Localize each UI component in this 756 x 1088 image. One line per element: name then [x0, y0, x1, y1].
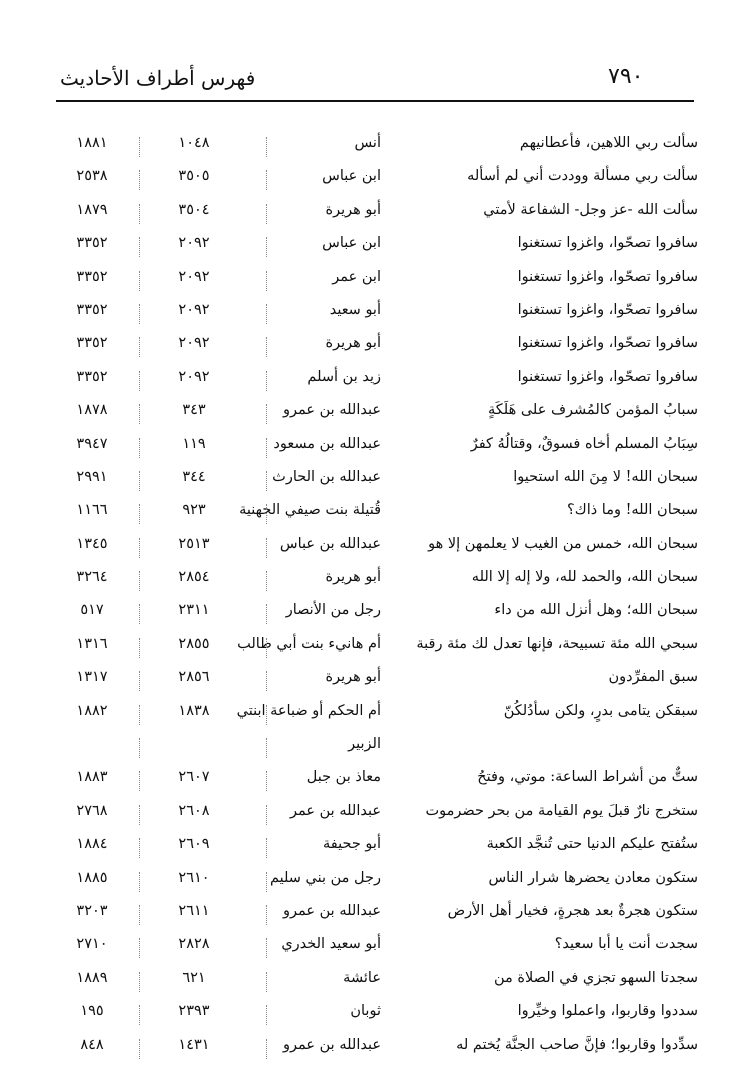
hadith-text: سدِّدوا وقاربوا؛ فإنَّ صاحب الجنَّة يُختم له: [456, 1036, 698, 1053]
narrator-name: أبو سعيد الخدري: [281, 936, 381, 953]
hadith-text: سبق المفرِّدون: [608, 669, 698, 686]
index-row: [0, 498, 756, 531]
index-row: [0, 832, 756, 865]
hadith-number: ٦٢١: [182, 969, 206, 986]
page-reference: ٣٩٤٧: [76, 435, 108, 452]
narrator-name: أبو هريرة: [325, 335, 381, 352]
page-reference: ١٣١٧: [76, 669, 108, 686]
index-row: [0, 465, 756, 498]
hadith-text: ستُفتح عليكم الدنيا حتى تُنجَّد الكعبة: [486, 836, 698, 853]
index-row: [0, 632, 756, 665]
hadith-number: ٩٢٣: [182, 502, 206, 519]
column-separator: [139, 738, 140, 758]
narrator-name: قُتيلة بنت صيفي الجهنية: [239, 502, 381, 519]
index-row: [0, 732, 756, 765]
hadith-number: ٣٤٣: [182, 402, 206, 419]
column-separator: [266, 705, 267, 725]
hadith-number: ٣٥٠٥: [178, 168, 210, 185]
hadith-number: ٢٨٥٦: [178, 669, 210, 686]
hadith-text: ستكون معادن يحضرها شرار الناس: [488, 869, 698, 886]
column-separator: [139, 638, 140, 658]
index-row: [0, 665, 756, 698]
hadith-text: سبحان الله، خمس من الغيب لا يعلمهن إلا هو: [428, 535, 698, 552]
page-reference: ١٨٨١: [76, 135, 108, 151]
narrator-name: أبو سعيد: [329, 301, 381, 318]
page-reference: ٢٧٦٨: [76, 802, 108, 819]
page-number: ٧٩٠: [608, 64, 644, 89]
index-row: [0, 799, 756, 832]
column-separator: [139, 271, 140, 291]
narrator-name: عائشة: [343, 969, 381, 986]
narrator-name: عبدالله بن عباس: [279, 535, 381, 552]
page-reference: ٨٤٨: [80, 1036, 104, 1053]
narrator-name: ثوبان: [350, 1003, 381, 1020]
column-separator: [139, 872, 140, 892]
column-separator: [266, 204, 267, 224]
narrator-name: رجل من بني سليم: [269, 869, 381, 886]
column-separator: [139, 371, 140, 391]
page-reference: ١٩٥: [80, 1003, 104, 1020]
index-row: [0, 565, 756, 598]
page-reference: ٣٣٥٢: [76, 335, 108, 352]
hadith-text: سألت ربي مسألة ووددت أني لم أسأله: [467, 168, 698, 185]
page-reference: ٣٢٠٣: [76, 902, 108, 919]
hadith-text: سِبَابُ المسلم أخاه فسوقٌ، وقتالُهُ كفرٌ: [470, 435, 698, 452]
narrator-name: عبدالله بن عمرو: [283, 1036, 381, 1053]
narrator-name: ابن عباس: [322, 168, 381, 185]
hadith-text: سبحان الله؛ وهل أنزل الله من داء: [494, 602, 698, 619]
column-separator: [139, 705, 140, 725]
column-separator: [266, 905, 267, 925]
column-separator: [139, 337, 140, 357]
hadith-text: سافروا تصحّوا، واغزوا تستغنوا: [517, 235, 698, 252]
narrator-name: أم الحكم أو ضباعة ابنتي: [236, 702, 381, 719]
column-separator: [139, 438, 140, 458]
hadith-number: ٢٣١١: [178, 602, 210, 619]
index-row: [0, 398, 756, 431]
index-row: [0, 298, 756, 331]
column-separator: [266, 337, 267, 357]
hadith-number: ٢٨٥٥: [178, 635, 210, 652]
column-separator: [139, 905, 140, 925]
index-row: [0, 699, 756, 732]
column-separator: [266, 538, 267, 558]
narrator-name: عبدالله بن عمر: [290, 802, 381, 819]
column-separator: [266, 805, 267, 825]
page-reference: ١١٦٦: [76, 502, 108, 519]
narrator-name: عبدالله بن عمرو: [283, 402, 381, 419]
column-separator: [266, 371, 267, 391]
hadith-number: ٣٤٤: [182, 468, 206, 485]
column-separator: [139, 671, 140, 691]
hadith-text: ستخرج نارٌ قبلَ يوم القيامة من بحر حضرموت: [425, 802, 698, 819]
hadith-number: ٢٥١٣: [178, 535, 210, 552]
column-separator: [266, 872, 267, 892]
page-reference: ٢٩٩١: [76, 468, 108, 485]
column-separator: [266, 638, 267, 658]
hadith-text: سألت ربي اللاهين، فأعطانيهم: [519, 135, 698, 151]
column-separator: [139, 571, 140, 591]
hadith-text: سألت الله -عز وجل- الشفاعة لأمتي: [483, 201, 698, 218]
index-row: [0, 899, 756, 932]
index-row: [0, 198, 756, 231]
column-separator: [139, 237, 140, 257]
hadith-text: سجدتا السهو تجزي في الصلاة من: [493, 969, 698, 986]
column-separator: [266, 1039, 267, 1059]
column-separator: [139, 1039, 140, 1059]
page-reference: ٣٣٥٢: [76, 268, 108, 285]
hadith-text: سددوا وقاربوا، واعملوا وخيِّروا: [517, 1003, 698, 1020]
index-row: [0, 231, 756, 264]
column-separator: [139, 805, 140, 825]
narrator-name: أبو هريرة: [325, 569, 381, 586]
index-row: [0, 966, 756, 999]
column-separator: [266, 1005, 267, 1025]
page-reference: ٣٣٥٢: [76, 235, 108, 252]
index-row: [0, 432, 756, 465]
hadith-number: ١٨٣٨: [178, 702, 210, 719]
column-separator: [139, 972, 140, 992]
index-row: [0, 365, 756, 398]
narrator-name: معاذ بن جبل: [306, 769, 381, 786]
hadith-number: ٢٠٩٢: [178, 301, 210, 318]
narrator-name: أنس: [354, 135, 381, 151]
narrator-name: ابن عمر: [332, 268, 381, 285]
hadith-text: ستكون هجرةٌ بعد هجرةٍ، فخيار أهل الأرض: [447, 902, 698, 919]
column-separator: [139, 471, 140, 491]
page-reference: ١٨٨٣: [76, 769, 108, 786]
column-separator: [266, 304, 267, 324]
column-separator: [266, 671, 267, 691]
column-separator: [266, 438, 267, 458]
page-reference: ١٨٨٢: [76, 702, 108, 719]
page-reference: ٢٥٣٨: [76, 168, 108, 185]
column-separator: [139, 604, 140, 624]
index-row: [0, 932, 756, 965]
hadith-text: سافروا تصحّوا، واغزوا تستغنوا: [517, 268, 698, 285]
column-separator: [266, 771, 267, 791]
column-separator: [266, 571, 267, 591]
column-separator: [139, 137, 140, 157]
column-separator: [266, 237, 267, 257]
hadith-number: ١٤٣١: [178, 1036, 210, 1053]
page-reference: ٥١٧: [80, 602, 104, 619]
index-row: [0, 598, 756, 631]
column-separator: [139, 538, 140, 558]
column-separator: [266, 938, 267, 958]
hadith-number: ٣٥٠٤: [178, 201, 210, 218]
column-separator: [266, 504, 267, 524]
index-row: [0, 164, 756, 197]
hadith-number: ٢٨٢٨: [178, 936, 210, 953]
narrator-name: أبو هريرة: [325, 669, 381, 686]
hadith-text: سبحان الله، والحمد لله، ولا إله إلا الله: [471, 569, 698, 586]
hadith-text: سافروا تصحّوا، واغزوا تستغنوا: [517, 335, 698, 352]
column-separator: [266, 738, 267, 758]
page-reference: ١٨٧٩: [76, 201, 108, 218]
hadith-number: ٢٦١٠: [178, 869, 210, 886]
narrator-name: الزبير: [348, 736, 381, 753]
column-separator: [139, 1005, 140, 1025]
index-row: [0, 131, 756, 164]
page-title: فهرس أطراف الأحاديث: [60, 66, 256, 90]
hadith-number: ٢٠٩٢: [178, 268, 210, 285]
page-reference: ٢٧١٠: [76, 936, 108, 953]
narrator-name: عبدالله بن الحارث: [272, 468, 381, 485]
narrator-name: عبدالله بن مسعود: [273, 435, 381, 452]
hadith-text: سبقكن يتامى بدرٍ، ولكن سأدُلكُنّ: [503, 702, 698, 719]
column-separator: [139, 938, 140, 958]
column-separator: [266, 271, 267, 291]
column-separator: [139, 170, 140, 190]
index-row: [0, 866, 756, 899]
hadith-text: سجدت أنت يا أبا سعيد؟: [554, 936, 698, 953]
hadith-text: سافروا تصحّوا، واغزوا تستغنوا: [517, 301, 698, 318]
column-separator: [139, 771, 140, 791]
narrator-name: رجل من الأنصار: [285, 602, 381, 619]
page-reference: ١٨٨٥: [76, 869, 108, 886]
column-separator: [139, 204, 140, 224]
column-separator: [266, 972, 267, 992]
page-reference: ١٣٤٥: [76, 535, 108, 552]
page-reference: ٣٣٥٢: [76, 301, 108, 318]
index-row: [0, 999, 756, 1032]
hadith-text: ستٌّ من أشراط الساعة: موتي، وفتحُ: [477, 769, 698, 786]
hadith-text: سبحان الله! لا مِنَ الله استحيوا: [513, 468, 698, 485]
index-row: [0, 532, 756, 565]
page-reference: ٣٣٥٢: [76, 368, 108, 385]
narrator-name: أم هانيء بنت أبي طالب: [237, 635, 381, 652]
column-separator: [139, 404, 140, 424]
column-separator: [266, 404, 267, 424]
hadith-text: سبحي الله مئة تسبيحة، فإنها تعدل لك مئة رقبة: [416, 635, 698, 652]
index-row: [0, 765, 756, 798]
index-row: [0, 1033, 756, 1066]
narrator-name: زيد بن أسلم: [307, 368, 381, 385]
hadith-number: ٢٦٠٩: [178, 836, 210, 853]
column-separator: [139, 504, 140, 524]
narrator-name: أبو هريرة: [325, 201, 381, 218]
hadith-text: سبابُ المؤمن كالمُشرف على هَلَكَةٍ: [487, 402, 698, 419]
column-separator: [139, 304, 140, 324]
page-reference: ١٨٧٨: [76, 402, 108, 419]
page-header: [0, 62, 756, 102]
hadith-number: ٢٣٩٣: [178, 1003, 210, 1020]
column-separator: [266, 471, 267, 491]
page-reference: ٣٢٦٤: [76, 569, 108, 586]
hadith-text: سافروا تصحّوا، واغزوا تستغنوا: [517, 368, 698, 385]
hadith-index-list: [0, 131, 756, 1066]
hadith-number: ٢٦٠٧: [178, 769, 210, 786]
hadith-number: ٢٦٠٨: [178, 802, 210, 819]
column-separator: [266, 137, 267, 157]
index-row: [0, 265, 756, 298]
column-separator: [266, 170, 267, 190]
hadith-number: ٢٠٩٢: [178, 335, 210, 352]
column-separator: [266, 838, 267, 858]
hadith-number: ٢٦١١: [178, 902, 210, 919]
hadith-number: ١١٩: [182, 435, 206, 452]
column-separator: [266, 604, 267, 624]
hadith-number: ١٠٤٨: [178, 135, 210, 151]
page-reference: ١٨٨٤: [76, 836, 108, 853]
narrator-name: أبو جحيفة: [323, 836, 381, 853]
hadith-number: ٢٨٥٤: [178, 569, 210, 586]
narrator-name: ابن عباس: [322, 235, 381, 252]
column-separator: [139, 838, 140, 858]
page-reference: ١٣١٦: [76, 635, 108, 652]
hadith-number: ٢٠٩٢: [178, 235, 210, 252]
hadith-number: ٢٠٩٢: [178, 368, 210, 385]
page-reference: ١٨٨٩: [76, 969, 108, 986]
index-row: [0, 331, 756, 364]
hadith-text: سبحان الله! وما ذاك؟: [567, 502, 698, 519]
header-rule: [56, 100, 694, 102]
narrator-name: عبدالله بن عمرو: [283, 902, 381, 919]
